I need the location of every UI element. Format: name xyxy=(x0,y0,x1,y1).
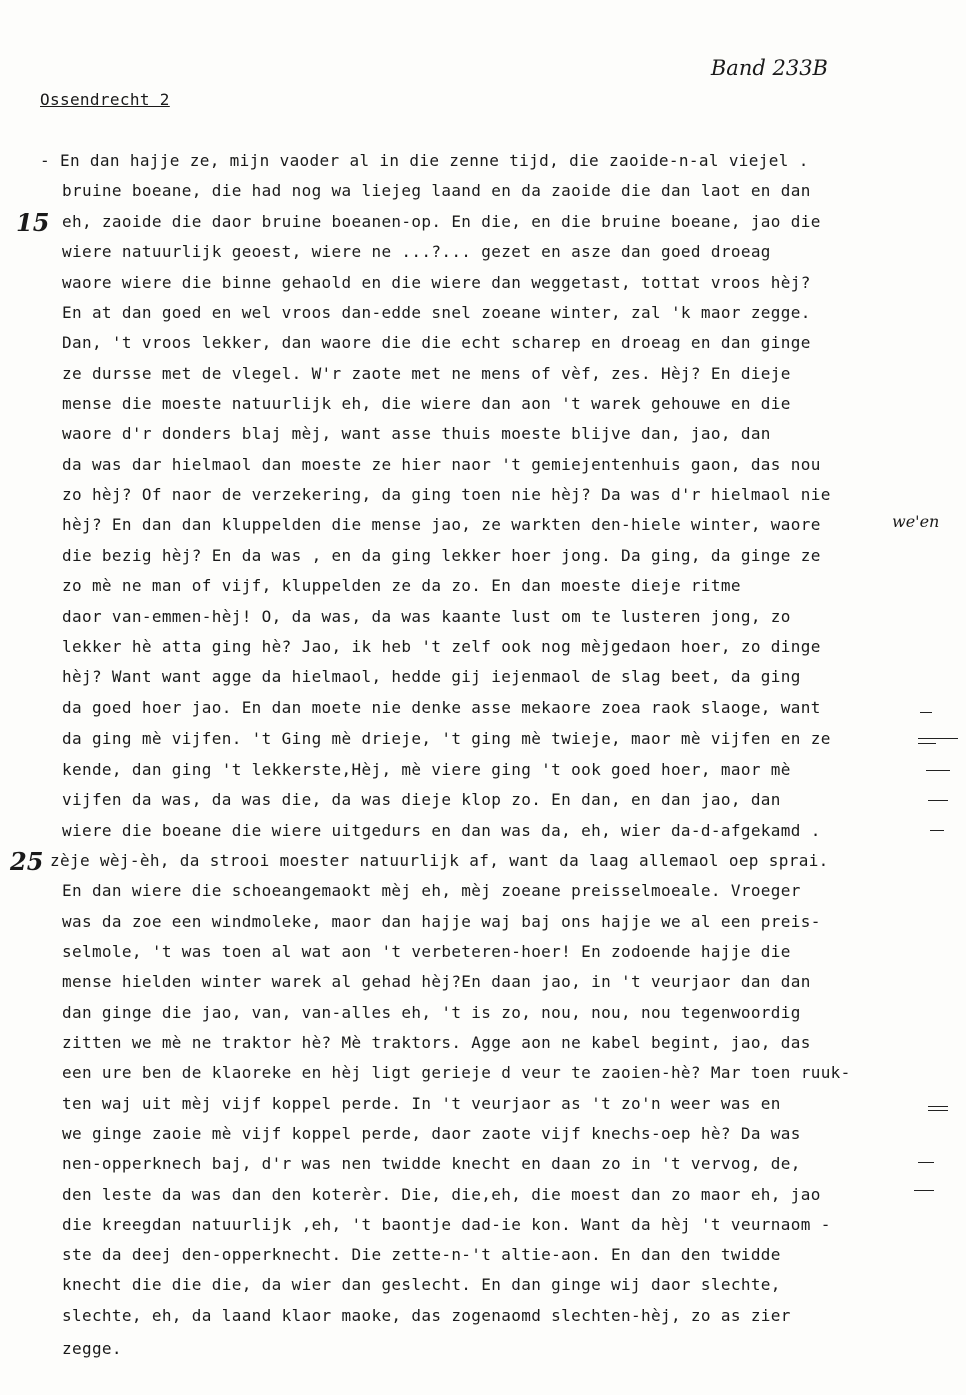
text-line: - En dan hajje ze, mijn vaoder al in die zenne tijd, die zaoide-n-al viejel . xyxy=(40,151,809,170)
text-line: mense die moeste natuurlijk eh, die wiere dan aon 't warek gehouwe en die xyxy=(62,394,791,413)
margin-dash xyxy=(914,1190,934,1191)
text-line: knecht die die die, da wier dan geslecht. En dan ginge wij daor slechte, xyxy=(62,1275,781,1294)
margin-dash xyxy=(918,743,936,744)
text-line: wiere natuurlijk geoest, wiere ne ...?... gezet en asze dan goed droeag xyxy=(62,242,771,261)
text-line: ze durssе met de vlegel. W'r zaote met ne mens of vèf, zes. Hèj? En dieje xyxy=(62,364,791,383)
text-line: wiere die boeane die wiere uitgedurs en dan was da, eh, wier da-d-afgekamd . xyxy=(62,821,821,840)
margin-dash xyxy=(926,770,950,771)
text-line: een ure ben de klaoreke en hèj ligt gerieje d veur te zaoien-hè? Mar toen ruuk- xyxy=(62,1063,851,1082)
text-line: lekker hè atta ging hè? Jao, ik heb 't zelf ook nog mèjgedaon hoer, zo dinge xyxy=(62,637,821,656)
margin-dash xyxy=(920,712,932,713)
text-line: zo mè ne man of vijf, kluppelden ze da zo. En dan moeste dieje ritme xyxy=(62,576,741,595)
margin-number-25: 25 xyxy=(10,847,44,876)
margin-dash xyxy=(928,1106,948,1107)
text-line: da ging mè vijfen. 't Ging mè drieje, 't ging mè twieje, maor mè vijfen en ze xyxy=(62,729,831,748)
text-line: waore wiere die binne gehaold en die wiere dan weggetast, tottat vroos hèj? xyxy=(62,273,811,292)
text-line: eh, zaoide die daor bruine boeanen-op. En die, en die bruine boeane, jao die xyxy=(62,212,821,231)
margin-dash xyxy=(930,830,944,831)
text-line: dan ginge die jao, van, van-alles eh, 't is zo, nou, nou, nou tegenwoordig xyxy=(62,1003,801,1022)
margin-dash xyxy=(918,1162,934,1163)
text-line: selmole, 't was toen al wat aon 't verbeteren-hoer! En zodoende hajje die xyxy=(62,942,791,961)
text-line: da goed hoer jao. En dan moete nie denke asse mekaore zoea raok slaoge, want xyxy=(62,698,821,717)
text-line: ste da deej den-opperknecht. Die zette-n-'t altie-aon. En dan den twidde xyxy=(62,1245,781,1264)
text-line: daor van-emmen-hèj! O, da was, da was kaante lust om te lusteren jong, zo xyxy=(62,607,791,626)
band-label: Band 233B xyxy=(710,56,828,80)
text-line: hèj? Want want agge da hielmaol, hedde gij iejenmaol de slag beet, da ging xyxy=(62,667,801,686)
text-line: zegge. xyxy=(62,1339,122,1358)
text-line: zo hèj? Of naor de verzekering, da ging toen nie hèj? Da was d'r hielmaol nie xyxy=(62,485,831,504)
margin-dash xyxy=(928,1110,948,1111)
text-line: was da zoe een windmoleke, maor dan hajje waj baj ons hajje we al een preis- xyxy=(62,912,821,931)
text-line: vijfen da was, da was die, da was dieje klop zo. En dan, en dan jao, dan xyxy=(62,790,781,809)
text-line: hèj? En dan dan kluppelden die mense jao, ze warkten den-hiele winter, waore xyxy=(62,515,821,534)
text-line: En at dan goed en wel vroos dan-edde snel zoeane winter, zal 'k maor zegge. xyxy=(62,303,811,322)
text-line: kende, dan ging 't lekkerste,Hèj, mè viere ging 't ook goed hoer, maor mè xyxy=(62,760,791,779)
text-line: nen-opperknech baj, d'r was nen twidde knecht en daan zo in 't vervog, de, xyxy=(62,1154,801,1173)
text-line: mense hielden winter warek al gehad hèj?En daan jao, in 't veurjaor dan dan xyxy=(62,972,811,991)
text-line: die kreegdan natuurlijk ,eh, 't baontje dad-ie kon. Want da hèj 't veurnaom - xyxy=(62,1215,831,1234)
margin-dash xyxy=(928,800,948,801)
text-line: bruine boeane, die had nog wa liejeg laand en da zaoide die dan laot en dan xyxy=(62,181,811,200)
text-line: zèje wèj-èh, da strooi moester natuurlijk af, want da laag allemaol oep sprai. xyxy=(50,851,829,870)
text-line: zitten we mè ne traktor hè? Mè traktors. Agge aon ne kabel begint, jao, das xyxy=(62,1033,811,1052)
text-line: waore d'r donders blaj mèj, want asse thuis moeste blijve dan, jao, dan xyxy=(62,424,771,443)
text-line: we ginge zaoie mè vijf koppel perde, daor zaote vijf knechs-oep hè? Da was xyxy=(62,1124,801,1143)
text-line: En dan wiere die schoeangemaokt mèj eh, mèj zoeane preisselmoeale. Vroeger xyxy=(62,881,801,900)
page-title: Ossendrecht 2 xyxy=(40,90,170,109)
text-line: den leste da was dan den koterèr. Die, die,eh, die moest dan zo maor eh, jao xyxy=(62,1185,821,1204)
text-line: die bezig hèj? En da was , en da ging lekker hoer jong. Da ging, da ginge ze xyxy=(62,546,821,565)
margin-dash xyxy=(918,738,958,739)
margin-note: we'en xyxy=(892,512,940,531)
text-line: ten waj uit mèj vijf koppel perde. In 't veurjaor as 't zo'n weer was en xyxy=(62,1094,781,1113)
margin-number-15: 15 xyxy=(16,208,50,237)
text-line: Dan, 't vroos lekker, dan waore die die echt scharep en droeag en dan ginge xyxy=(62,333,811,352)
text-line: slechte, eh, da laand klaor maoke, das zogenaomd slechten-hèj, zo as zier xyxy=(62,1306,791,1325)
text-line: da was dar hielmaol dan moeste ze hier naor 't gemiejentenhuis gaon, das nou xyxy=(62,455,821,474)
